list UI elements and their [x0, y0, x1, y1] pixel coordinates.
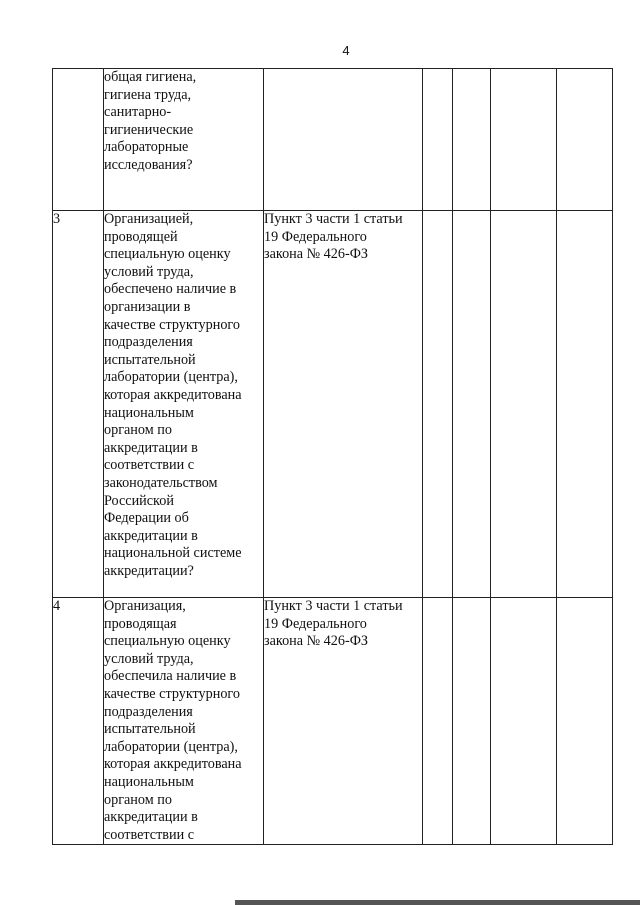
legal-basis-text-line: закона № 426-ФЗ — [264, 246, 369, 263]
question-text-line: Российской — [104, 492, 174, 509]
question-text-line: качестве структурного — [104, 685, 240, 702]
answer-no-cell — [453, 211, 491, 598]
question-text-line: проводящая — [104, 615, 177, 632]
scan-bottom-edge — [235, 900, 640, 905]
question-text-line: аккредитации в — [104, 809, 198, 826]
legal-basis-text-line: 19 Федерального — [264, 228, 367, 245]
question-text-line: органом по — [104, 791, 172, 808]
question-cell — [104, 598, 264, 845]
question-text-line: Федерации об — [104, 510, 189, 527]
legal-basis-cell — [264, 211, 423, 598]
question-text-line: национальным — [104, 773, 194, 790]
legal-basis-cell — [264, 598, 423, 845]
not-applicable-cell — [491, 598, 557, 845]
question-text-line: лаборатории (центра), — [104, 369, 238, 386]
question-text-line: гигиенические — [104, 121, 194, 138]
legal-basis-text-line: закона № 426-ФЗ — [264, 633, 369, 650]
question-text-line: обеспечила наличие в — [104, 668, 237, 685]
legal-basis-text-line: 19 Федерального — [264, 615, 367, 632]
question-text-line: испытательной — [104, 351, 196, 368]
question-text-line: подразделения — [104, 334, 193, 351]
question-text-line: аккредитации? — [104, 562, 194, 579]
question-cell — [104, 211, 264, 598]
answer-no-cell — [453, 598, 491, 845]
legal-basis-text-line: Пункт 3 части 1 статьи — [264, 598, 403, 614]
question-text-line: условий труда, — [104, 650, 194, 667]
question-text-line: лабораторные — [104, 139, 189, 156]
question-text-line: исследования? — [104, 156, 193, 173]
question-text-line: которая аккредитована — [104, 756, 242, 773]
question-text-line: обеспечено наличие в — [104, 281, 237, 298]
question-text-line: испытательной — [104, 721, 196, 738]
question-text-line: Организацией, — [104, 211, 194, 227]
answer-yes-cell — [423, 69, 453, 211]
question-text-line: которая аккредитована — [104, 386, 242, 403]
table-row — [53, 69, 613, 211]
question-text-line: качестве структурного — [104, 316, 240, 333]
row-number-cell: 3 — [53, 211, 104, 598]
question-cell — [104, 69, 264, 211]
question-text-line: специальную оценку — [104, 633, 231, 650]
legal-basis-cell — [264, 69, 423, 211]
question-text-line: соответствии с — [104, 826, 195, 843]
question-text-line: условий труда, — [104, 263, 194, 280]
answer-yes-cell — [423, 211, 453, 598]
table-row — [53, 211, 613, 598]
comment-cell — [557, 69, 613, 211]
page-number: 4 — [342, 43, 350, 58]
question-text-line: гигиена труда, — [104, 86, 192, 103]
answer-yes-cell — [423, 598, 453, 845]
question-text-line: органом по — [104, 422, 172, 439]
question-text-line: санитарно- — [104, 104, 172, 121]
comment-cell — [557, 211, 613, 598]
question-text-line: национальным — [104, 404, 194, 421]
not-applicable-cell — [491, 211, 557, 598]
question-text-line: Организация, — [104, 598, 186, 614]
legal-basis-text-line: Пункт 3 части 1 статьи — [264, 211, 403, 227]
checklist-table — [52, 68, 613, 845]
question-text-line: специальную оценку — [104, 246, 231, 263]
question-text-line: национальной системе — [104, 545, 242, 562]
question-text-line: аккредитации в — [104, 439, 198, 456]
question-text-line: организации в — [104, 298, 191, 315]
row-number-cell — [53, 69, 104, 211]
question-text-line: общая гигиена, — [104, 69, 197, 85]
question-text-line: подразделения — [104, 703, 193, 720]
question-text-line: законодательством — [104, 474, 218, 491]
comment-cell — [557, 598, 613, 845]
question-text-line: проводящей — [104, 228, 178, 245]
question-text-line: соответствии с — [104, 457, 195, 474]
table-row — [53, 598, 613, 845]
question-text-line: аккредитации в — [104, 527, 198, 544]
row-number-cell: 4 — [53, 598, 104, 845]
question-text-line: лаборатории (центра), — [104, 738, 238, 755]
answer-no-cell — [453, 69, 491, 211]
not-applicable-cell — [491, 69, 557, 211]
